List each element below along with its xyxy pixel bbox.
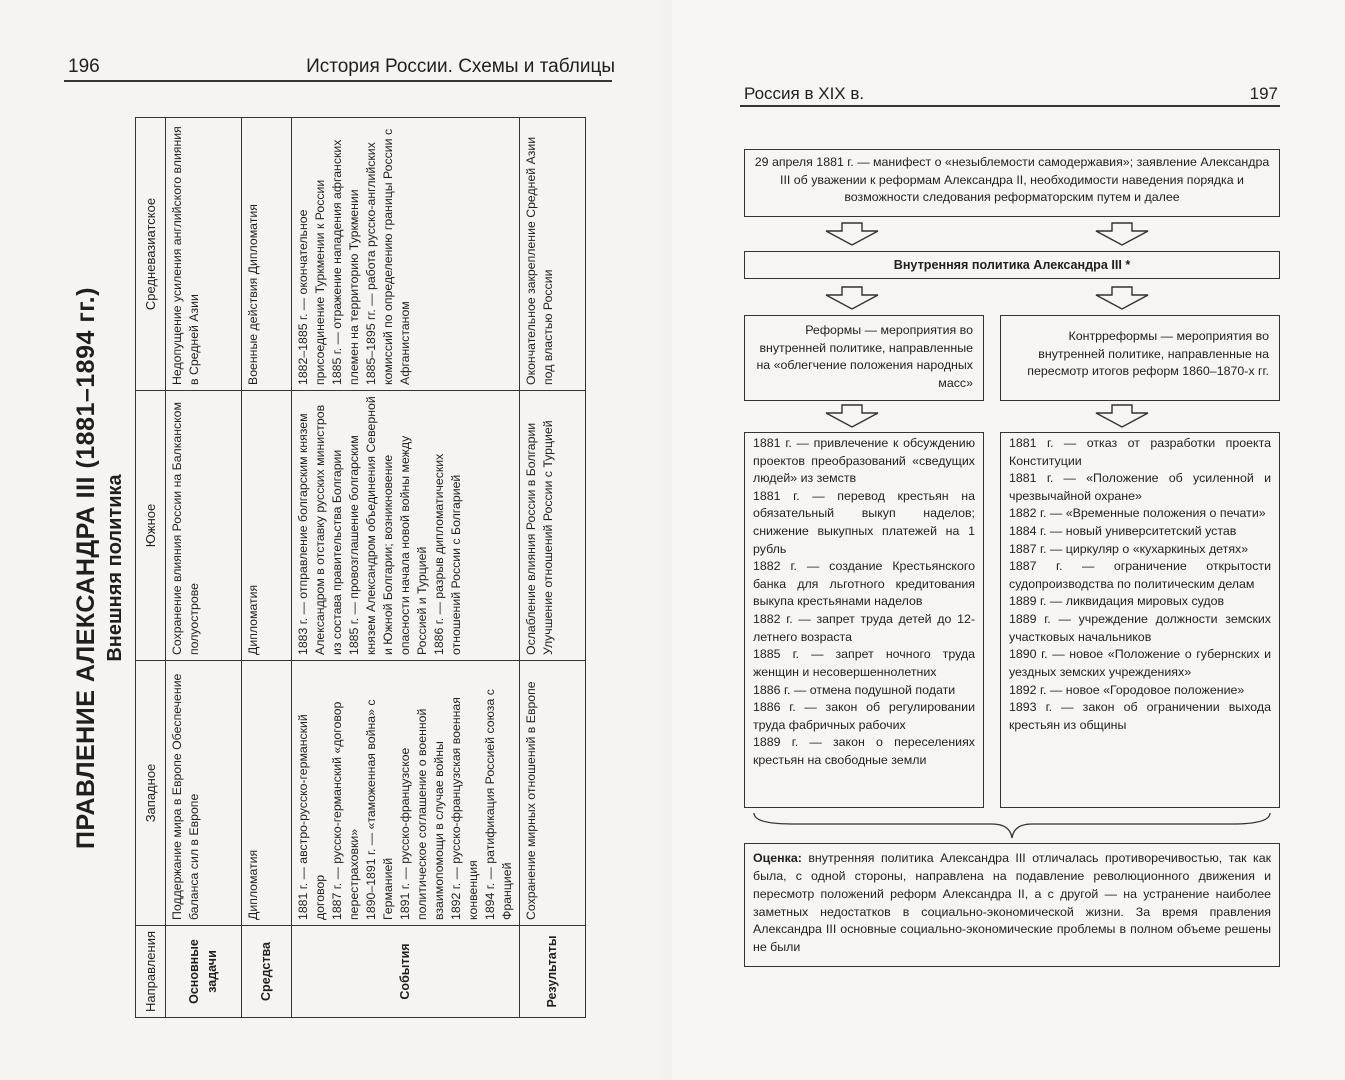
event-item: 1885–1895 гг. — работа русско-английских комиссий по определению границы России с Афганистаном [363,128,412,385]
row-means [242,118,292,1018]
cell-western: Сохранение мирных отношений в Европе [520,661,586,926]
list-item: 1889 г. — ликвидация мировых судов [1009,594,1225,609]
event-item: 1894 г. — ратификация Россией союза с Францией [482,689,514,920]
cell-central-asian: Окончательное закрепление Средней Азии под властью России [520,118,586,391]
list-item: 1882 г. — создание Крестьянского банка для льготного кредитования выкупа крестьянами наделов [753,559,975,609]
right-page [672,0,1345,1080]
event-item: 1886 г. — разрыв дипломатических отношений России с Болгарией [431,453,463,655]
reforms-definition-box [744,315,984,401]
event-item: 1885 г. — отражение нападения афганских племен на территорию Туркмении [329,139,361,385]
cell-southern: Сохранение влияния России на Балканском полуострове [166,391,242,661]
row-events [292,118,520,1018]
cell-central-asian: Военные действия Дипломатия [242,118,292,391]
list-item: 1887 г. — циркуляр о «кухаркиных детях» [1009,541,1249,556]
left-page-number: 196 [68,56,100,77]
cell-southern: Дипломатия [242,391,292,661]
cell-central-asian: Недопущение усиления английского влияния в Средней Азии [166,118,242,391]
cell-central-asian [292,118,520,391]
list-item: 1881 г. — привлечение к обсуждению проектов преобразований «сведущих людей» из земств [753,436,975,486]
internal-policy-box [744,251,1280,279]
left-header-rule [64,80,612,82]
curly-brace-icon [752,810,1272,840]
arrow-down-icon [1092,286,1152,310]
list-item: 1886 г. — отмена подушной подати [753,682,956,697]
right-page-number: 197 [1249,84,1278,103]
list-item: 1889 г. — учреждение должности земских участковых начальников [1009,612,1271,644]
left-page [0,0,660,1080]
manifest-text: 29 апреля 1881 г. — манифест о «незыблемости самодержавия»; заявление Александра III об уважении к реформам Александра II, необходимости наведения порядка и возможности следования реформаторским путем и далее [754,155,1270,205]
header-central-asian: Средневазиатское [136,118,166,391]
header-southern: Южное [136,391,166,661]
arrow-down-icon [822,286,882,310]
event-item: 1890–1891 г. — «таможенная война» с Германией [363,699,395,920]
manifest-box [744,149,1280,217]
list-item: 1889 г. — закон о переселениях крестьян на свободные земли [753,735,975,767]
list-item: 1881 г. — отказ от разработки проекта Конституции [1009,436,1271,468]
counterreforms-definition-box [1000,315,1280,401]
event-item: 1881 г. — австро-русско-германский договор [296,714,327,920]
cell-southern [292,391,520,661]
evaluation-paragraph [753,850,1271,957]
list-item: 1887 г. — ограничение открытости судопроизводства по политическим делам [1009,559,1271,591]
list-item: 1893 г. — закон об ограничении выхода крестьян из общины [1009,700,1271,732]
left-running-title: История России. Схемы и таблицы [306,56,615,77]
list-item: 1884 г. — новый университетский устав [1009,524,1237,539]
arrow-down-icon [1092,404,1152,428]
list-item: 1881 г. — «Положение об усиленной и чрезвычайной охране» [1009,471,1271,503]
list-item: 1890 г. — новое «Положение о губернских и уездных земских учреждениях» [1009,647,1271,679]
list-item: 1882 г. — «Временные положения о печати» [1009,506,1266,521]
row-tasks [166,118,242,1018]
counterreforms-list-box [1000,432,1280,808]
event-item: 1882–1885 г. — окончательное присоединение Туркмении к России [296,179,327,385]
list-item: 1882 г. — запрет труда детей до 12-летнего возраста [753,612,975,644]
event-item: 1883 г. — отправление болгарским князем Александром в отставку русских министров из состава правительства Болгарии [296,404,344,655]
header-western: Западное [136,661,166,926]
list-item: 1886 г. — закон об регулировании труда фабричных рабочих [753,700,975,732]
internal-policy-title: Внутренняя политика Александра III * [893,258,1131,272]
arrow-down-icon [822,222,882,246]
header-direction: Направления [136,926,166,1018]
cell-western: Поддержание мира в Европе Обеспечение баланса сил в Европе [166,661,242,926]
arrow-down-icon [1092,222,1152,246]
right-running-title: Россия в XIX в. [744,84,865,103]
list-item: 1881 г. — перевод крестьян на обязательный выкуп наделов; снижение выкупных платежей на 1 рубль [753,488,975,556]
arrow-down-icon [822,404,882,428]
event-item: 1887 г. — русско-германский «договор перестраховки» [329,701,361,920]
row-label: Основные задачи [166,926,242,1018]
table-header-row [136,118,166,1018]
evaluation-label: Оценка: [753,851,802,865]
row-label: Средства [242,926,292,1018]
main-title: ПРАВЛЕНИЕ АЛЕКСАНДРА III (1881–1894 гг.) [72,287,100,849]
row-label: Результаты [520,926,586,1018]
foreign-policy-table [135,117,586,1018]
cell-southern: Ослабление влияния России в Болгарии Улучшение отношений России с Турцией [520,391,586,661]
event-item: 1891 г. — русско-французское политическое соглашение о военной взаимопомощи в случае войны [397,708,446,920]
counterreforms-definition: Контрреформы — мероприятия во внутренней политике, направленные на пересмотр итогов реформ 1860–1870-х гг. [1027,329,1269,379]
reforms-definition: Реформы — мероприятия во внутренней политике, направленные на «облегчение положения народных масс» [756,323,973,390]
row-label: События [292,926,520,1018]
right-header-rule [740,105,1280,107]
subtitle: Внешняя политика [104,474,126,662]
cell-western: Дипломатия [242,661,292,926]
cell-western [292,661,520,926]
event-item: 1885 г. — провозглашение болгарским князем Александром объединения Северной и Южной Болгарии; возникновение опасности начала новой войны между Россией и Турцией [346,396,429,655]
evaluation-text: внутренняя политика Александра III отличалась противоречивостью, так как была, с одной стороны, направлена на подавление революционного движения и пересмотр положений реформ Александра II, а с другой — на устранение наиболее заметных недостатков в социально-экономической жизни. За время правления Александра III основные социально-экономические проблемы в полном объеме решены не были [753,851,1272,955]
list-item: 1885 г. — запрет ночного труда женщин и несовершеннолетних [753,647,975,679]
event-item: 1892 г. — русско-французская военная конвенция [448,697,480,920]
rotated-content [72,118,592,1018]
evaluation-box [744,843,1280,967]
row-results [520,118,586,1018]
reforms-list-box [744,432,984,808]
list-item: 1892 г. — новое «Городовое положение» [1009,682,1245,697]
